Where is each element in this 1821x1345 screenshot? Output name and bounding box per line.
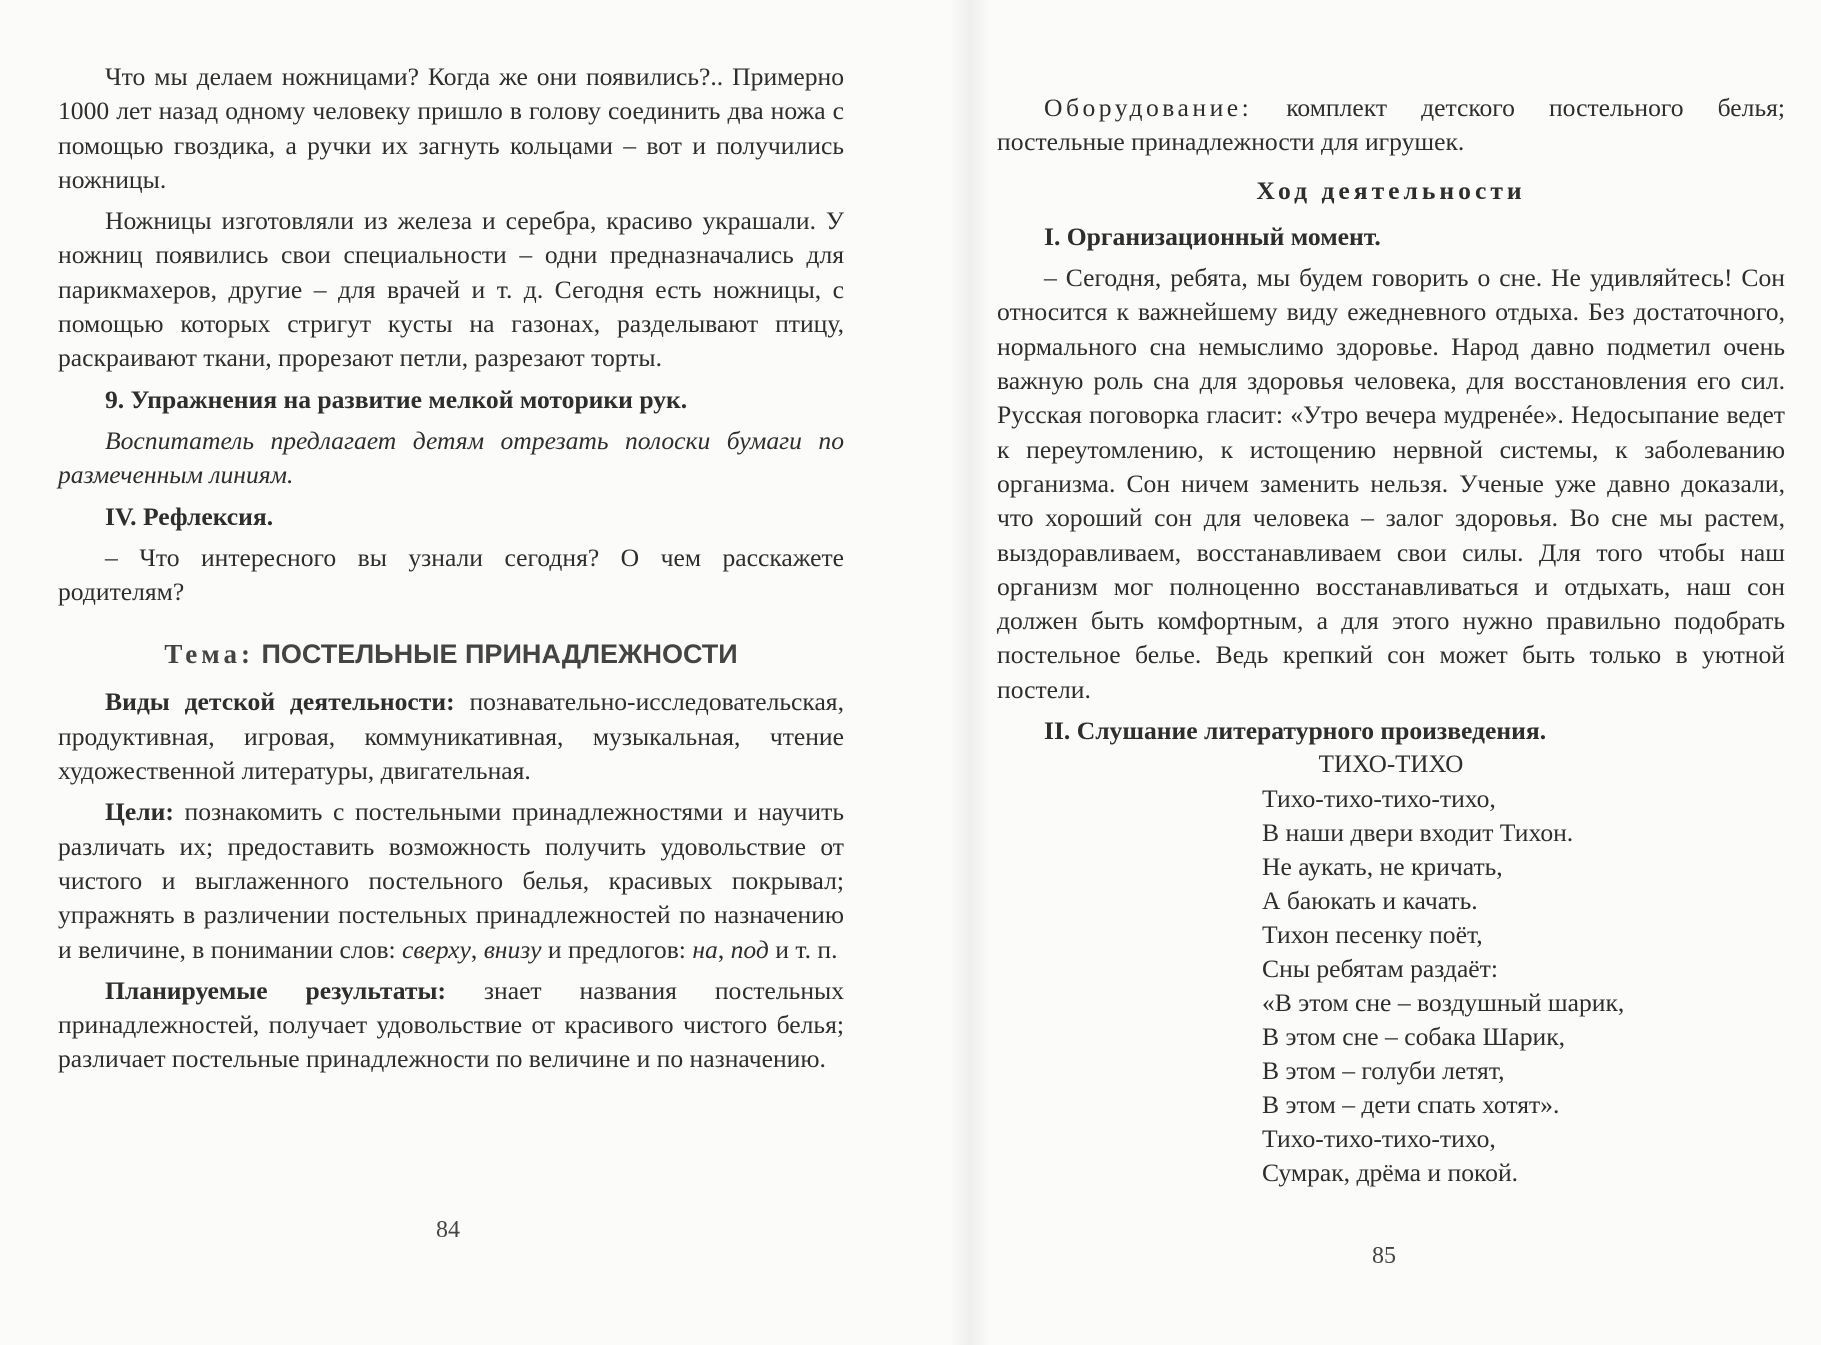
goals-text: познакомить с постельными принадлежностями и научить различать их; предоставить возможность получить удовольствие от чистого и выглаженного постельного белья, красивых покрывал; упражнять в различении постельных принадлежностей по назначению и величине, в понимании слов: [58, 797, 844, 964]
activity-types-label: Виды детской деятельности: [105, 687, 455, 717]
poem-line: В этом сне – собака Шарик, [1262, 1022, 1566, 1052]
goals-word-under: под [730, 934, 769, 964]
course-heading: Ход деятельности [1256, 175, 1526, 205]
results-text: знает названия постельных принадлежностей, получает удовольствие от красивого чистого белья; различает постельные принадлежности по величине и по назначению. [58, 975, 845, 1074]
goals-word-top: сверху [402, 934, 471, 964]
poem-line: Тихо-тихо-тихо-тихо, [1262, 1124, 1496, 1154]
poem-line: Не аукать, не кричать, [1262, 852, 1503, 882]
goals-label: Цели: [105, 797, 174, 827]
goals-paragraph [58, 795, 844, 966]
poem-line: А баюкать и качать. [1262, 886, 1478, 916]
activity-types-paragraph [58, 685, 844, 788]
teacher-instruction: Воспитатель предлагает детям отрезать полоски бумаги по размеченным линиям. [58, 425, 844, 490]
activity-types-text: познавательно-исследовательская, продуктивная, игровая, коммуникативная, музыкальная, чтение художественной литературы, двигательная. [58, 687, 844, 786]
reflection-heading: IV. Рефлексия. [105, 501, 274, 531]
book-gutter [950, 0, 990, 1345]
goals-comma-2: , [717, 934, 731, 964]
theme-heading [58, 637, 844, 671]
theme-label: Тема: [164, 639, 254, 670]
listening-heading: II. Слушание литературного произведения. [1044, 716, 1547, 746]
results-label: Планируемые результаты: [105, 975, 447, 1005]
results-paragraph [58, 974, 844, 1077]
poem-line: «В этом сне – воздушный шарик, [1262, 988, 1625, 1018]
theme-title: ПОСТЕЛЬНЫЕ ПРИНАДЛЕЖНОСТИ [261, 639, 738, 670]
page-number-left: 84 [436, 1217, 460, 1243]
poem-line: Тихо-тихо-тихо-тихо, [1262, 784, 1496, 814]
poem-line: В этом – дети спать хотят». [1262, 1090, 1560, 1120]
goals-ending: и т. п. [768, 934, 838, 964]
goals-word-bottom: внизу [483, 934, 542, 964]
sleep-paragraph: – Сегодня, ребята, мы будем говорить о сне. Не удивляйтесь! Сон относится к важнейшему виду ежедневного отдыха. Без достаточного, нормального сна немыслимо здоровье. Народ давно подметил очень важную роль сна для здоровья человека, для восстановления его сил. Русская поговорка гласит: «Утро вечера мудренée». Недосыпание ведет к переутомлению, к истощению нервной системы, к заболеванию организма. Сон ничем заменить нельзя. Ученые уже давно доказали, что хороший сон для человека – залог здоровья. Во сне мы растем, выздоравливаем, восстанавливаем свои силы. Для того чтобы наш организм мог полноценно восстанавливаться и отдыхать, наш сон должен быть комфортным, а для этого нужно правильно подобрать постельное белье. Ведь крепкий сон может быть только в уютной постели. [997, 263, 1785, 704]
poem-line: В этом – голуби летят, [1262, 1056, 1505, 1086]
reflection-question: – Что интересного вы узнали сегодня? О чем расскажете родителям? [58, 542, 844, 607]
goals-prepositions-text: и предлогов: [541, 934, 693, 964]
page-number-right: 85 [1372, 1243, 1396, 1269]
poem-line: Сумрак, дрёма и покой. [1262, 1158, 1519, 1188]
poem-title: ТИХО-ТИХО [1318, 751, 1464, 779]
organizational-heading: I. Организационный момент. [1044, 221, 1381, 251]
exercise-heading: 9. Упражнения на развитие мелкой моторики рук. [105, 384, 688, 414]
goals-word-on: на [692, 934, 718, 964]
equipment-paragraph [997, 91, 1785, 160]
left-page [58, 0, 844, 1077]
scissors-history-paragraph: Что мы делаем ножницами? Когда же они появились?.. Примерно 1000 лет назад одному человеку пришло в голову соединить два ножа с помощью гвоздика, а ручки их загнуть кольцами – вот и получились ножницы. [58, 62, 844, 194]
poem-line: Тихон песенку поёт, [1262, 920, 1483, 950]
right-page [997, 0, 1785, 1190]
equipment-label: Оборудование: [1044, 93, 1253, 122]
poem-line: Сны ребятам раздаёт: [1262, 954, 1498, 984]
goals-comma-1: , [470, 934, 484, 964]
poem-line: В наши двери входит Тихон. [1262, 818, 1574, 848]
scissors-uses-paragraph: Ножницы изготовляли из железа и серебра, красиво украшали. У ножниц появились свои специальности – одни предназначались для парикмахеров, другие – для врачей и т. д. Сегодня есть ножницы, с помощью которых стригут кусты на газонах, разделывают птицу, раскраивают ткани, прорезают петли, разрезают торты. [58, 206, 844, 373]
equipment-text: комплект детского постельного белья; постельные принадлежности для игрушек. [997, 93, 1785, 157]
poem [1262, 782, 1785, 1190]
